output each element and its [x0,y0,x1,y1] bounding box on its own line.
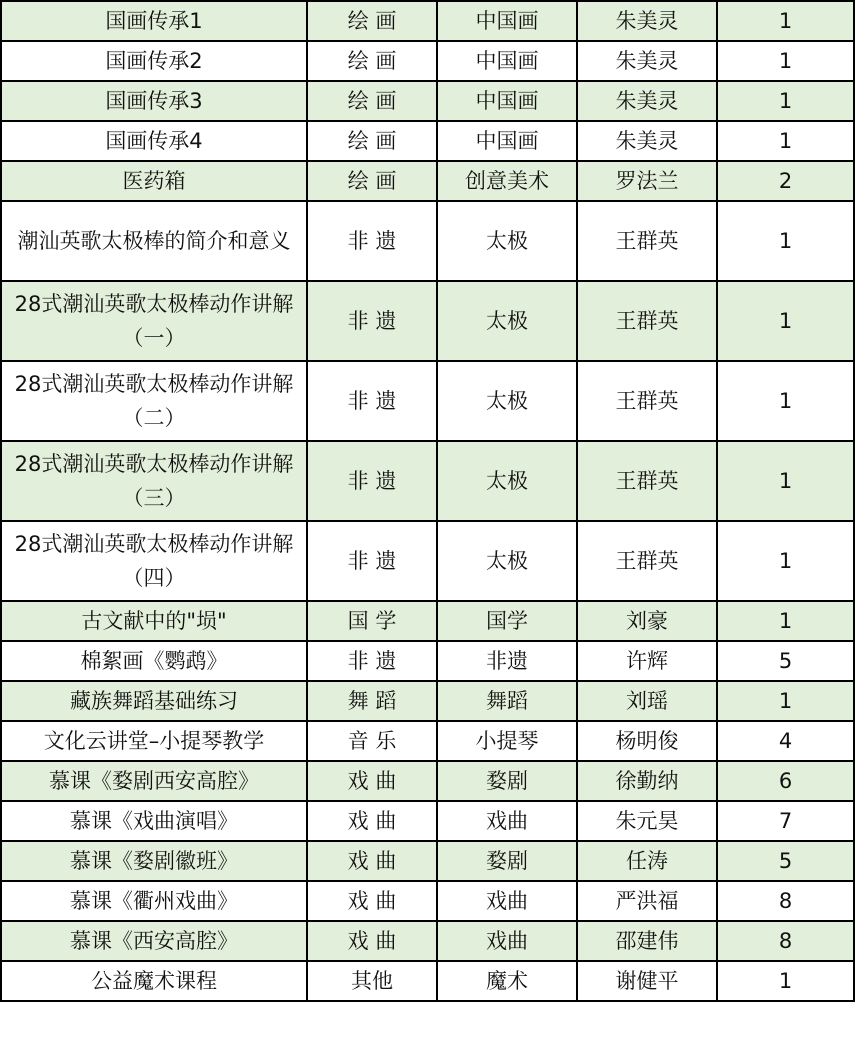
category-cell: 非 遗 [307,521,437,601]
category-cell: 戏 曲 [307,841,437,881]
course-name-cell: 国画传承3 [1,81,307,121]
course-table-body [1,1,854,1001]
category-cell: 音 乐 [307,721,437,761]
subject-cell: 戏曲 [437,881,577,921]
subject-cell: 魔术 [437,961,577,1001]
teacher-cell: 王群英 [577,521,717,601]
count-cell: 1 [717,41,854,81]
table-row [1,41,854,81]
table-row [1,881,854,921]
category-cell: 绘 画 [307,1,437,41]
teacher-cell: 徐勤纳 [577,761,717,801]
table-row [1,801,854,841]
category-cell: 戏 曲 [307,801,437,841]
category-cell: 非 遗 [307,641,437,681]
table-row [1,441,854,521]
category-cell: 绘 画 [307,161,437,201]
teacher-cell: 朱美灵 [577,81,717,121]
subject-cell: 中国画 [437,121,577,161]
teacher-cell: 朱美灵 [577,121,717,161]
count-cell: 4 [717,721,854,761]
subject-cell: 创意美术 [437,161,577,201]
teacher-cell: 严洪福 [577,881,717,921]
table-row [1,521,854,601]
count-cell: 7 [717,801,854,841]
subject-cell: 太极 [437,361,577,441]
table-row [1,161,854,201]
count-cell: 2 [717,161,854,201]
count-cell: 1 [717,441,854,521]
table-row [1,721,854,761]
teacher-cell: 刘瑶 [577,681,717,721]
table-row [1,601,854,641]
count-cell: 5 [717,641,854,681]
course-name-cell: 国画传承4 [1,121,307,161]
subject-cell: 戏曲 [437,921,577,961]
teacher-cell: 王群英 [577,281,717,361]
teacher-cell: 朱美灵 [577,41,717,81]
teacher-cell: 朱元昊 [577,801,717,841]
teacher-cell: 刘豪 [577,601,717,641]
teacher-cell: 许辉 [577,641,717,681]
course-name-cell: 慕课《西安高腔》 [1,921,307,961]
teacher-cell: 王群英 [577,441,717,521]
category-cell: 舞 蹈 [307,681,437,721]
table-row [1,761,854,801]
course-name-cell: 慕课《婺剧徽班》 [1,841,307,881]
subject-cell: 小提琴 [437,721,577,761]
teacher-cell: 杨明俊 [577,721,717,761]
table-row [1,961,854,1001]
count-cell: 1 [717,961,854,1001]
subject-cell: 中国画 [437,81,577,121]
table-row [1,841,854,881]
course-name-cell: 医药箱 [1,161,307,201]
course-name-cell: 28式潮汕英歌太极棒动作讲解（二） [1,361,307,441]
count-cell: 1 [717,281,854,361]
course-name-cell: 棉絮画《鹦鹉》 [1,641,307,681]
course-name-cell: 慕课《衢州戏曲》 [1,881,307,921]
table-row [1,121,854,161]
table-row [1,1,854,41]
teacher-cell: 朱美灵 [577,1,717,41]
course-name-cell: 古文献中的"埙" [1,601,307,641]
category-cell: 非 遗 [307,441,437,521]
category-cell: 绘 画 [307,41,437,81]
category-cell: 国 学 [307,601,437,641]
subject-cell: 戏曲 [437,801,577,841]
count-cell: 1 [717,521,854,601]
table-row [1,641,854,681]
count-cell: 6 [717,761,854,801]
teacher-cell: 谢健平 [577,961,717,1001]
count-cell: 1 [717,1,854,41]
table-row [1,681,854,721]
category-cell: 非 遗 [307,361,437,441]
course-name-cell: 公益魔术课程 [1,961,307,1001]
course-name-cell: 慕课《戏曲演唱》 [1,801,307,841]
table-row [1,81,854,121]
category-cell: 戏 曲 [307,761,437,801]
course-name-cell: 国画传承2 [1,41,307,81]
subject-cell: 太极 [437,441,577,521]
course-name-cell: 潮汕英歌太极棒的简介和意义 [1,201,307,281]
course-name-cell: 28式潮汕英歌太极棒动作讲解（一） [1,281,307,361]
course-name-cell: 慕课《婺剧西安高腔》 [1,761,307,801]
count-cell: 1 [717,201,854,281]
category-cell: 其他 [307,961,437,1001]
teacher-cell: 王群英 [577,201,717,281]
subject-cell: 太极 [437,201,577,281]
subject-cell: 舞蹈 [437,681,577,721]
teacher-cell: 任涛 [577,841,717,881]
table-row [1,281,854,361]
course-name-cell: 藏族舞蹈基础练习 [1,681,307,721]
course-name-cell: 28式潮汕英歌太极棒动作讲解（三） [1,441,307,521]
subject-cell: 婺剧 [437,841,577,881]
teacher-cell: 邵建伟 [577,921,717,961]
subject-cell: 婺剧 [437,761,577,801]
category-cell: 非 遗 [307,201,437,281]
course-name-cell: 28式潮汕英歌太极棒动作讲解（四） [1,521,307,601]
subject-cell: 太极 [437,521,577,601]
count-cell: 8 [717,921,854,961]
course-name-cell: 文化云讲堂–小提琴教学 [1,721,307,761]
category-cell: 绘 画 [307,81,437,121]
count-cell: 1 [717,681,854,721]
subject-cell: 非遗 [437,641,577,681]
count-cell: 1 [717,81,854,121]
subject-cell: 中国画 [437,41,577,81]
count-cell: 5 [717,841,854,881]
category-cell: 非 遗 [307,281,437,361]
count-cell: 1 [717,121,854,161]
category-cell: 戏 曲 [307,881,437,921]
table-row [1,201,854,281]
subject-cell: 中国画 [437,1,577,41]
subject-cell: 太极 [437,281,577,361]
teacher-cell: 王群英 [577,361,717,441]
subject-cell: 国学 [437,601,577,641]
category-cell: 绘 画 [307,121,437,161]
category-cell: 戏 曲 [307,921,437,961]
table-row [1,361,854,441]
course-name-cell: 国画传承1 [1,1,307,41]
count-cell: 1 [717,361,854,441]
table-row [1,921,854,961]
teacher-cell: 罗法兰 [577,161,717,201]
count-cell: 1 [717,601,854,641]
count-cell: 8 [717,881,854,921]
